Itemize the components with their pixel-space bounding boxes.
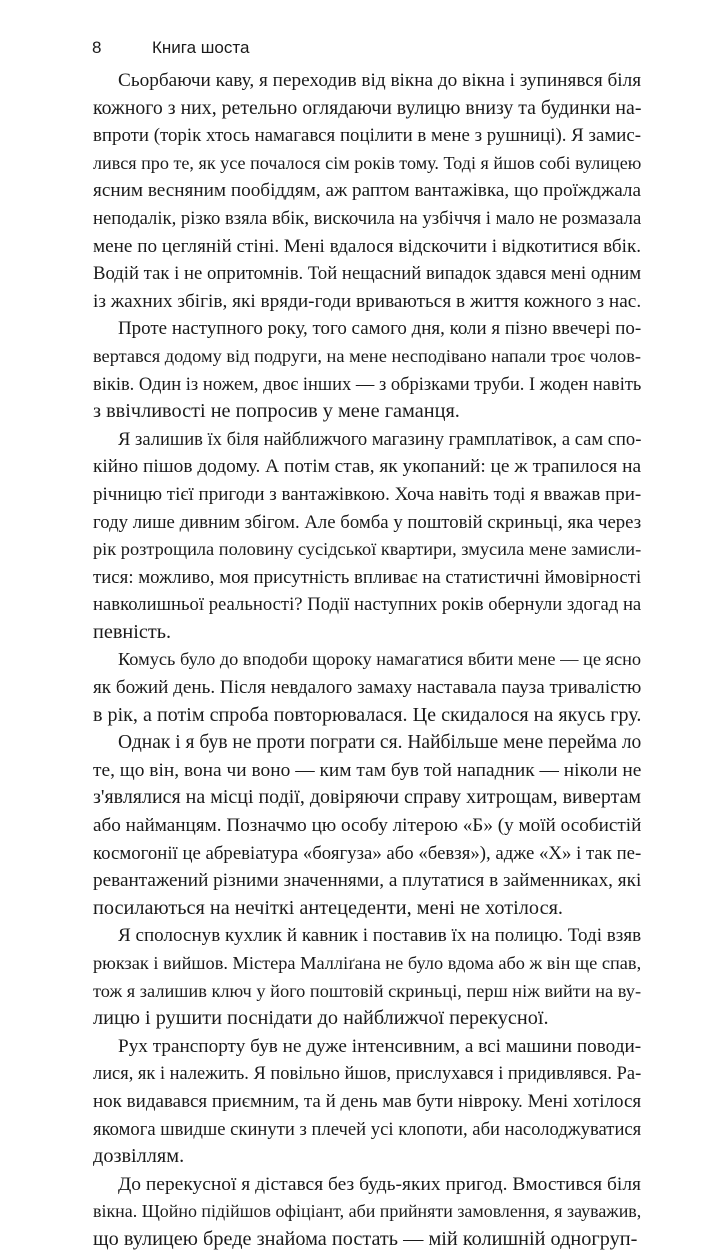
text-line: в рік, а потім спроба повторювалася. Це скидалося на якусь гру.: [93, 703, 642, 726]
paragraph: [93, 1171, 641, 1254]
text-line: До перекусної я дістався без будь-яких пригод. Вмостився біля: [118, 1173, 641, 1195]
text-line: рюкзак і вийшов. Містера Малліґана не було вдома або ж він ще спав,: [93, 953, 642, 973]
paragraph: [93, 646, 641, 729]
text-line: Водій так і не опритомнів. Той нещасний випадок здався мені одним: [93, 263, 642, 285]
text-line: віків. Один із ножем, двоє інших — з обрізками труби. І жоден навіть: [93, 373, 642, 394]
text-line: Сьорбаючи каву, я переходив від вікна до вікна і зупинявся біля: [118, 70, 642, 91]
paragraph: [93, 315, 641, 425]
text-line: мене по цегляній стіні. Мені вдалося відскочити і відкотитися вбік.: [93, 235, 642, 257]
page-number: 8: [92, 38, 102, 57]
text-line: посилаються на нечіткі антецеденти, мені не хотілося.: [93, 896, 563, 919]
text-line: що вулицею бреде знайома постать — мій колишній одногруп-: [93, 1227, 638, 1250]
text-line: рік розтрощила половину сусідської квартири, змусила мене замисли-: [93, 539, 642, 560]
text-line: лився про те, як усе почалося сім років тому. Тоді я йшов собі вулицею: [93, 152, 642, 173]
text-line: ревантажений різними значеннями, а плутатися в займенниках, які: [93, 870, 642, 892]
text-line: Я залишив їх біля найближчого магазину грамплатівок, а сам спо-: [118, 428, 642, 450]
text-line: як божий день. Після невдалого замаху наставала пауза тривалістю: [93, 677, 642, 699]
book-title: Книга шоста: [152, 38, 250, 57]
text-line: із жахних збігів, які вряди-годи вриваються в життя кожного з нас.: [93, 290, 642, 312]
paragraph: [93, 1033, 641, 1171]
paragraph: [93, 922, 641, 1032]
text-line: річницю тієї пригоди з вантажівкою. Хоча навіть тоді я вважав при-: [93, 483, 642, 505]
text-line: неподалік, різко взяла вбік, вискочила на узбіччя і мало не розмазала: [93, 207, 642, 229]
paragraph: [93, 426, 641, 647]
text-line: лицю і рушити поснідати до найближчої перекусної.: [93, 1007, 549, 1030]
text-line: те, що він, вона чи воно — ким там був той нападник — ніколи не: [93, 759, 642, 781]
text-line: Проте наступного року, того самого дня, коли я пізно ввечері по-: [118, 318, 642, 340]
text-line: тися: можливо, моя присутність впливає на статистичні ймовірності: [93, 566, 642, 588]
text-line: Рух транспорту був не дуже інтенсивним, а всі машини поводи-: [118, 1035, 642, 1057]
text-line: тож я залишив ключ у його поштовій скриньці, перш ніж вийти на ву-: [93, 980, 642, 1001]
text-line: космогонії це абревіатура «боягуза» або «бевзя»), адже «Х» і так пе-: [93, 842, 642, 864]
text-line: нок видавався приємним, та й день мав бути нівроку. Мені хотілося: [93, 1090, 642, 1112]
text-line: кожного з них, ретельно оглядаючи вулицю внизу та будинки на-: [93, 96, 642, 119]
text-line: навколишньої реальності? Події наступних років обернули здогад на: [93, 594, 642, 616]
paragraph: [93, 729, 641, 922]
text-line: впроти (торік хтось намагався поцілити в мене з рушниці). Я замис-: [93, 125, 642, 147]
text-line: дозвіллям.: [93, 1145, 185, 1168]
text-line: Я сполоснув кухлик й кавник і поставив їх на полицю. Тоді взяв: [118, 925, 642, 947]
text-line: году лише дивним збігом. Але бомба у поштовій скриньці, яка через: [93, 511, 642, 533]
text-line: кійно пішов додому. А потім став, як укопаний: це ж трапилося на: [93, 456, 642, 478]
body-text: [93, 67, 641, 1254]
text-line: вікна. Щойно підійшов офіціант, аби прийняти замовлення, я зауважив,: [93, 1201, 642, 1222]
text-line: якомога швидше скинути з плечей усі клопоти, аби насолоджуватися: [93, 1118, 642, 1140]
text-line: з'являлися на місці події, довіряючи справу хитрощам, вивертам: [93, 786, 642, 809]
text-line: або найманцям. Позначмо цю особу літерою «Б» (у моїй особистій: [93, 815, 642, 837]
text-line: лися, як і належить. Я повільно йшов, прислухався і придивлявся. Ра-: [93, 1063, 642, 1084]
text-line: з ввічливості не попросив у мене гаманця.: [93, 400, 460, 423]
text-line: вертався додому від подруги, на мене несподівано напали троє чолов-: [93, 345, 641, 366]
paragraph: [93, 67, 641, 315]
text-line: Однак і я був не проти пограти ся. Найбільше мене перейма ло: [118, 732, 642, 754]
text-line: Комусь було до вподоби щороку намагатися вбити мене — це ясно: [118, 649, 642, 670]
text-line: ясним весняним пообіддям, аж раптом вантажівка, що проїжджала: [93, 180, 641, 202]
text-line: певність.: [93, 620, 172, 643]
